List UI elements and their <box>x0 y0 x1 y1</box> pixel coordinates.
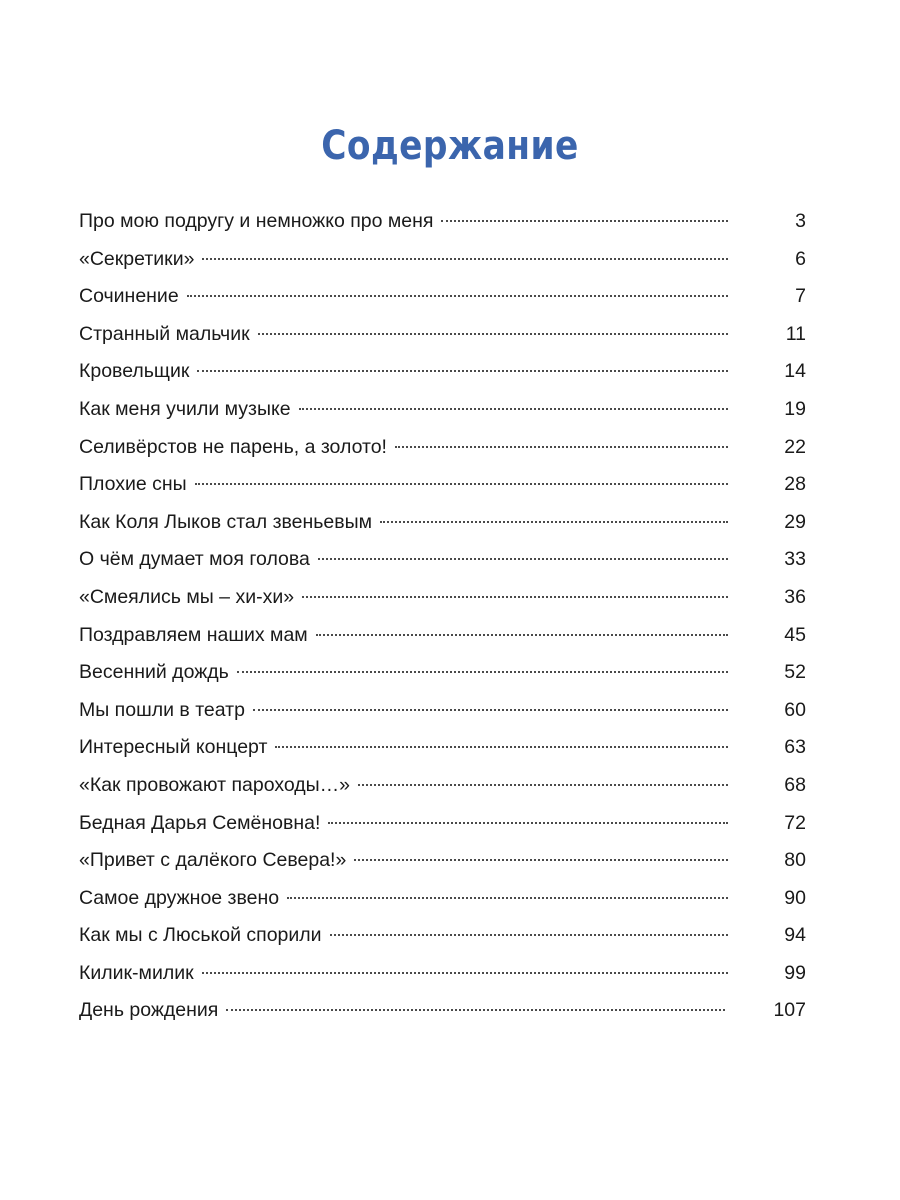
toc-leader-dots <box>395 446 728 448</box>
toc-entry-page: 63 <box>784 736 806 759</box>
toc-leader-dots <box>287 897 728 899</box>
toc-entry-page: 94 <box>784 924 806 947</box>
toc-leader-dots <box>354 859 728 861</box>
toc-entry-title: Бедная Дарья Семёновна! <box>79 811 321 834</box>
toc-entry-title: О чём думает моя голова <box>79 548 310 571</box>
toc-entry-page: 3 <box>795 210 806 232</box>
toc-entry[interactable] <box>79 241 806 279</box>
toc-entry[interactable] <box>79 880 806 918</box>
toc-leader-dots <box>258 333 728 335</box>
toc-entry-title: Селивёрстов не парень, а золото! <box>79 435 387 458</box>
toc-entry-title: Мы пошли в театр <box>79 698 245 721</box>
toc-entry[interactable] <box>79 917 806 955</box>
page-title: Содержание <box>321 122 579 169</box>
toc-entry-title: Странный мальчик <box>79 322 250 345</box>
toc-leader-dots <box>330 934 728 936</box>
table-of-contents <box>79 203 806 1030</box>
toc-entry-title: Интересный концерт <box>79 736 268 759</box>
toc-entry[interactable] <box>79 353 806 391</box>
toc-entry-page: 72 <box>784 811 806 834</box>
toc-leader-dots <box>202 258 728 260</box>
toc-entry-page: 107 <box>773 999 806 1022</box>
toc-leader-dots <box>316 634 728 636</box>
toc-leader-dots <box>299 408 728 410</box>
toc-entry-title: Кровельщик <box>79 360 190 383</box>
toc-entry[interactable] <box>79 504 806 542</box>
toc-entry[interactable] <box>79 391 806 429</box>
toc-leader-dots <box>202 972 728 974</box>
toc-entry-page: 22 <box>784 435 806 458</box>
toc-entry-page: 11 <box>785 322 806 345</box>
toc-entry-title: «Привет с далёкого Севера!» <box>79 849 347 872</box>
toc-entry-title: «Смеялись мы – хи-хи» <box>79 585 295 608</box>
toc-entry-page: 6 <box>795 247 806 270</box>
toc-entry-title: Самое дружное звено <box>79 886 280 909</box>
toc-entry[interactable] <box>79 767 806 805</box>
toc-leader-dots <box>302 596 728 598</box>
toc-entry[interactable] <box>79 617 806 655</box>
toc-entry[interactable] <box>79 466 806 504</box>
toc-entry[interactable] <box>79 654 806 692</box>
toc-leader-dots <box>441 220 728 222</box>
toc-entry[interactable] <box>79 541 806 579</box>
toc-entry[interactable] <box>79 429 806 467</box>
toc-entry[interactable] <box>79 992 806 1030</box>
toc-entry-title: Как меня учили музыке <box>79 397 291 420</box>
toc-entry-title: Про мою подругу и немножко про меня <box>79 210 434 232</box>
toc-leader-dots <box>358 784 728 786</box>
toc-entry-title: День рождения <box>79 999 219 1022</box>
toc-entry-page: 68 <box>784 773 806 796</box>
toc-entry-page: 90 <box>784 886 806 909</box>
toc-leader-dots <box>318 558 728 560</box>
toc-entry-title: «Как провожают пароходы…» <box>79 773 351 796</box>
toc-leader-dots <box>195 483 728 485</box>
toc-entry[interactable] <box>79 203 806 241</box>
toc-leader-dots <box>197 370 728 372</box>
toc-entry-title: Плохие сны <box>79 473 187 496</box>
toc-entry-page: 80 <box>784 849 806 872</box>
toc-entry-title: Поздравляем наших мам <box>79 623 308 646</box>
toc-entry[interactable] <box>79 955 806 993</box>
toc-entry-title: Как мы с Люськой спорили <box>79 924 322 947</box>
toc-entry-title: Как Коля Лыков стал звеньевым <box>79 510 373 533</box>
toc-entry-page: 33 <box>784 548 806 571</box>
toc-entry[interactable] <box>79 579 806 617</box>
toc-entry[interactable] <box>79 316 806 354</box>
toc-leader-dots <box>237 671 728 673</box>
toc-entry-page: 28 <box>784 473 806 496</box>
toc-entry-page: 45 <box>784 623 806 646</box>
toc-entry-page: 36 <box>784 585 806 608</box>
toc-leader-dots <box>275 746 728 748</box>
toc-entry-title: Килик-милик <box>79 961 194 984</box>
toc-leader-dots <box>253 709 728 711</box>
toc-entry[interactable] <box>79 692 806 730</box>
toc-leader-dots <box>380 521 728 523</box>
toc-entry[interactable] <box>79 842 806 880</box>
toc-entry-title: «Секретики» <box>79 247 195 270</box>
toc-entry-page: 99 <box>784 961 806 984</box>
toc-leader-dots <box>226 1009 725 1011</box>
toc-entry-page: 52 <box>784 661 806 684</box>
toc-entry-page: 29 <box>784 510 806 533</box>
toc-entry-page: 19 <box>784 397 806 420</box>
toc-entry-page: 60 <box>784 698 806 721</box>
toc-entry-page: 7 <box>795 285 806 308</box>
toc-entry[interactable] <box>79 729 806 767</box>
toc-leader-dots <box>187 295 728 297</box>
toc-entry-title: Сочинение <box>79 285 179 308</box>
toc-entry-title: Весенний дождь <box>79 661 229 684</box>
toc-entry[interactable] <box>79 278 806 316</box>
toc-leader-dots <box>328 822 728 824</box>
toc-entry-page: 14 <box>784 360 806 383</box>
toc-entry[interactable] <box>79 805 806 843</box>
